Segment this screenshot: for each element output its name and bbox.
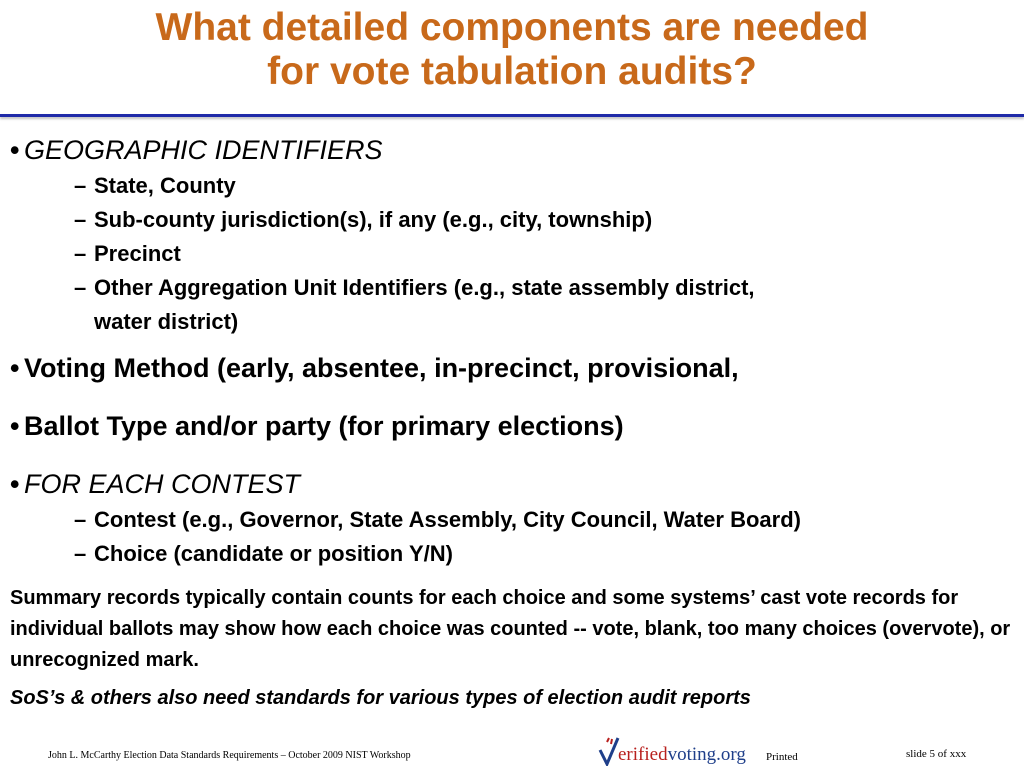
sub-text: State, County [94,173,236,198]
bullet-text: FOR EACH CONTEST [24,469,301,499]
sub-text: Sub-county jurisdiction(s), if any (e.g., city, township) [94,207,653,232]
bullet-voting-method [10,351,1015,385]
bullet-text: Ballot Type and/or party (for primary elections) [24,411,624,441]
bullet-geographic-identifiers [10,133,1015,167]
slide-body [10,133,1015,712]
sub-item-contest [10,503,1015,537]
logo-text [618,744,746,766]
bullet-marker: • [10,411,20,441]
checkmark-v-icon [598,736,620,766]
summary-paragraph: Summary records typically contain counts for each choice and some systems’ cast vote records for individual ballots may show how each choice was counted -- vote, blank, too many choices (overvote), or unrecognized mark. [10,587,1011,671]
sub-text: Choice (candidate or position Y/N) [94,541,453,566]
contest-sub-list [10,503,1015,571]
sub-marker: – [74,173,87,198]
bullet-marker: • [10,135,20,165]
sub-text: Contest (e.g., Governor, State Assembly, City Council, Water Board) [94,507,801,532]
sub-item-precinct [10,237,1015,271]
sub-text: Other Aggregation Unit Identifiers (e.g., state assembly district, [94,275,755,300]
title-divider [0,114,1024,117]
sub-marker: – [74,241,87,266]
sub-item-state-county [10,169,1015,203]
verifiedvoting-logo [598,736,746,766]
bullet-marker: • [10,353,20,383]
sub-marker: – [74,541,87,566]
sub-item-other-aggregation-cont [10,305,1015,339]
bullet-marker: • [10,469,20,499]
sub-marker: – [74,207,87,232]
logo-text-part2: voting.org [667,744,746,765]
slide-title [0,6,1024,94]
sub-text: water district) [94,309,239,334]
sub-text: Precinct [94,241,181,266]
slide-title-line-1: What detailed components are needed [155,6,869,49]
sub-item-choice [10,537,1015,571]
sub-marker: – [74,507,87,532]
bullet-for-each-contest [10,467,1015,501]
sub-marker: – [74,275,87,300]
logo-text-part1: erified [618,744,668,765]
bullet-ballot-type [10,409,1015,443]
geographic-sub-list [10,169,1015,339]
footer-author-line: John L. McCarthy Election Data Standards Requirements – October 2009 NIST Workshop [48,750,411,761]
sos-note: SoS’s & others also need standards for various types of election audit reports [10,687,751,709]
sub-item-sub-county [10,203,1015,237]
slide-title-line-2: for vote tabulation audits? [267,50,757,93]
bullet-text: GEOGRAPHIC IDENTIFIERS [24,135,383,165]
bullet-text: Voting Method (early, absentee, in-precinct, provisional, [24,353,739,383]
footer-printed-label: Printed [766,751,798,763]
footer-slide-number: slide 5 of xxx [906,748,967,760]
sub-item-other-aggregation [10,271,1015,305]
